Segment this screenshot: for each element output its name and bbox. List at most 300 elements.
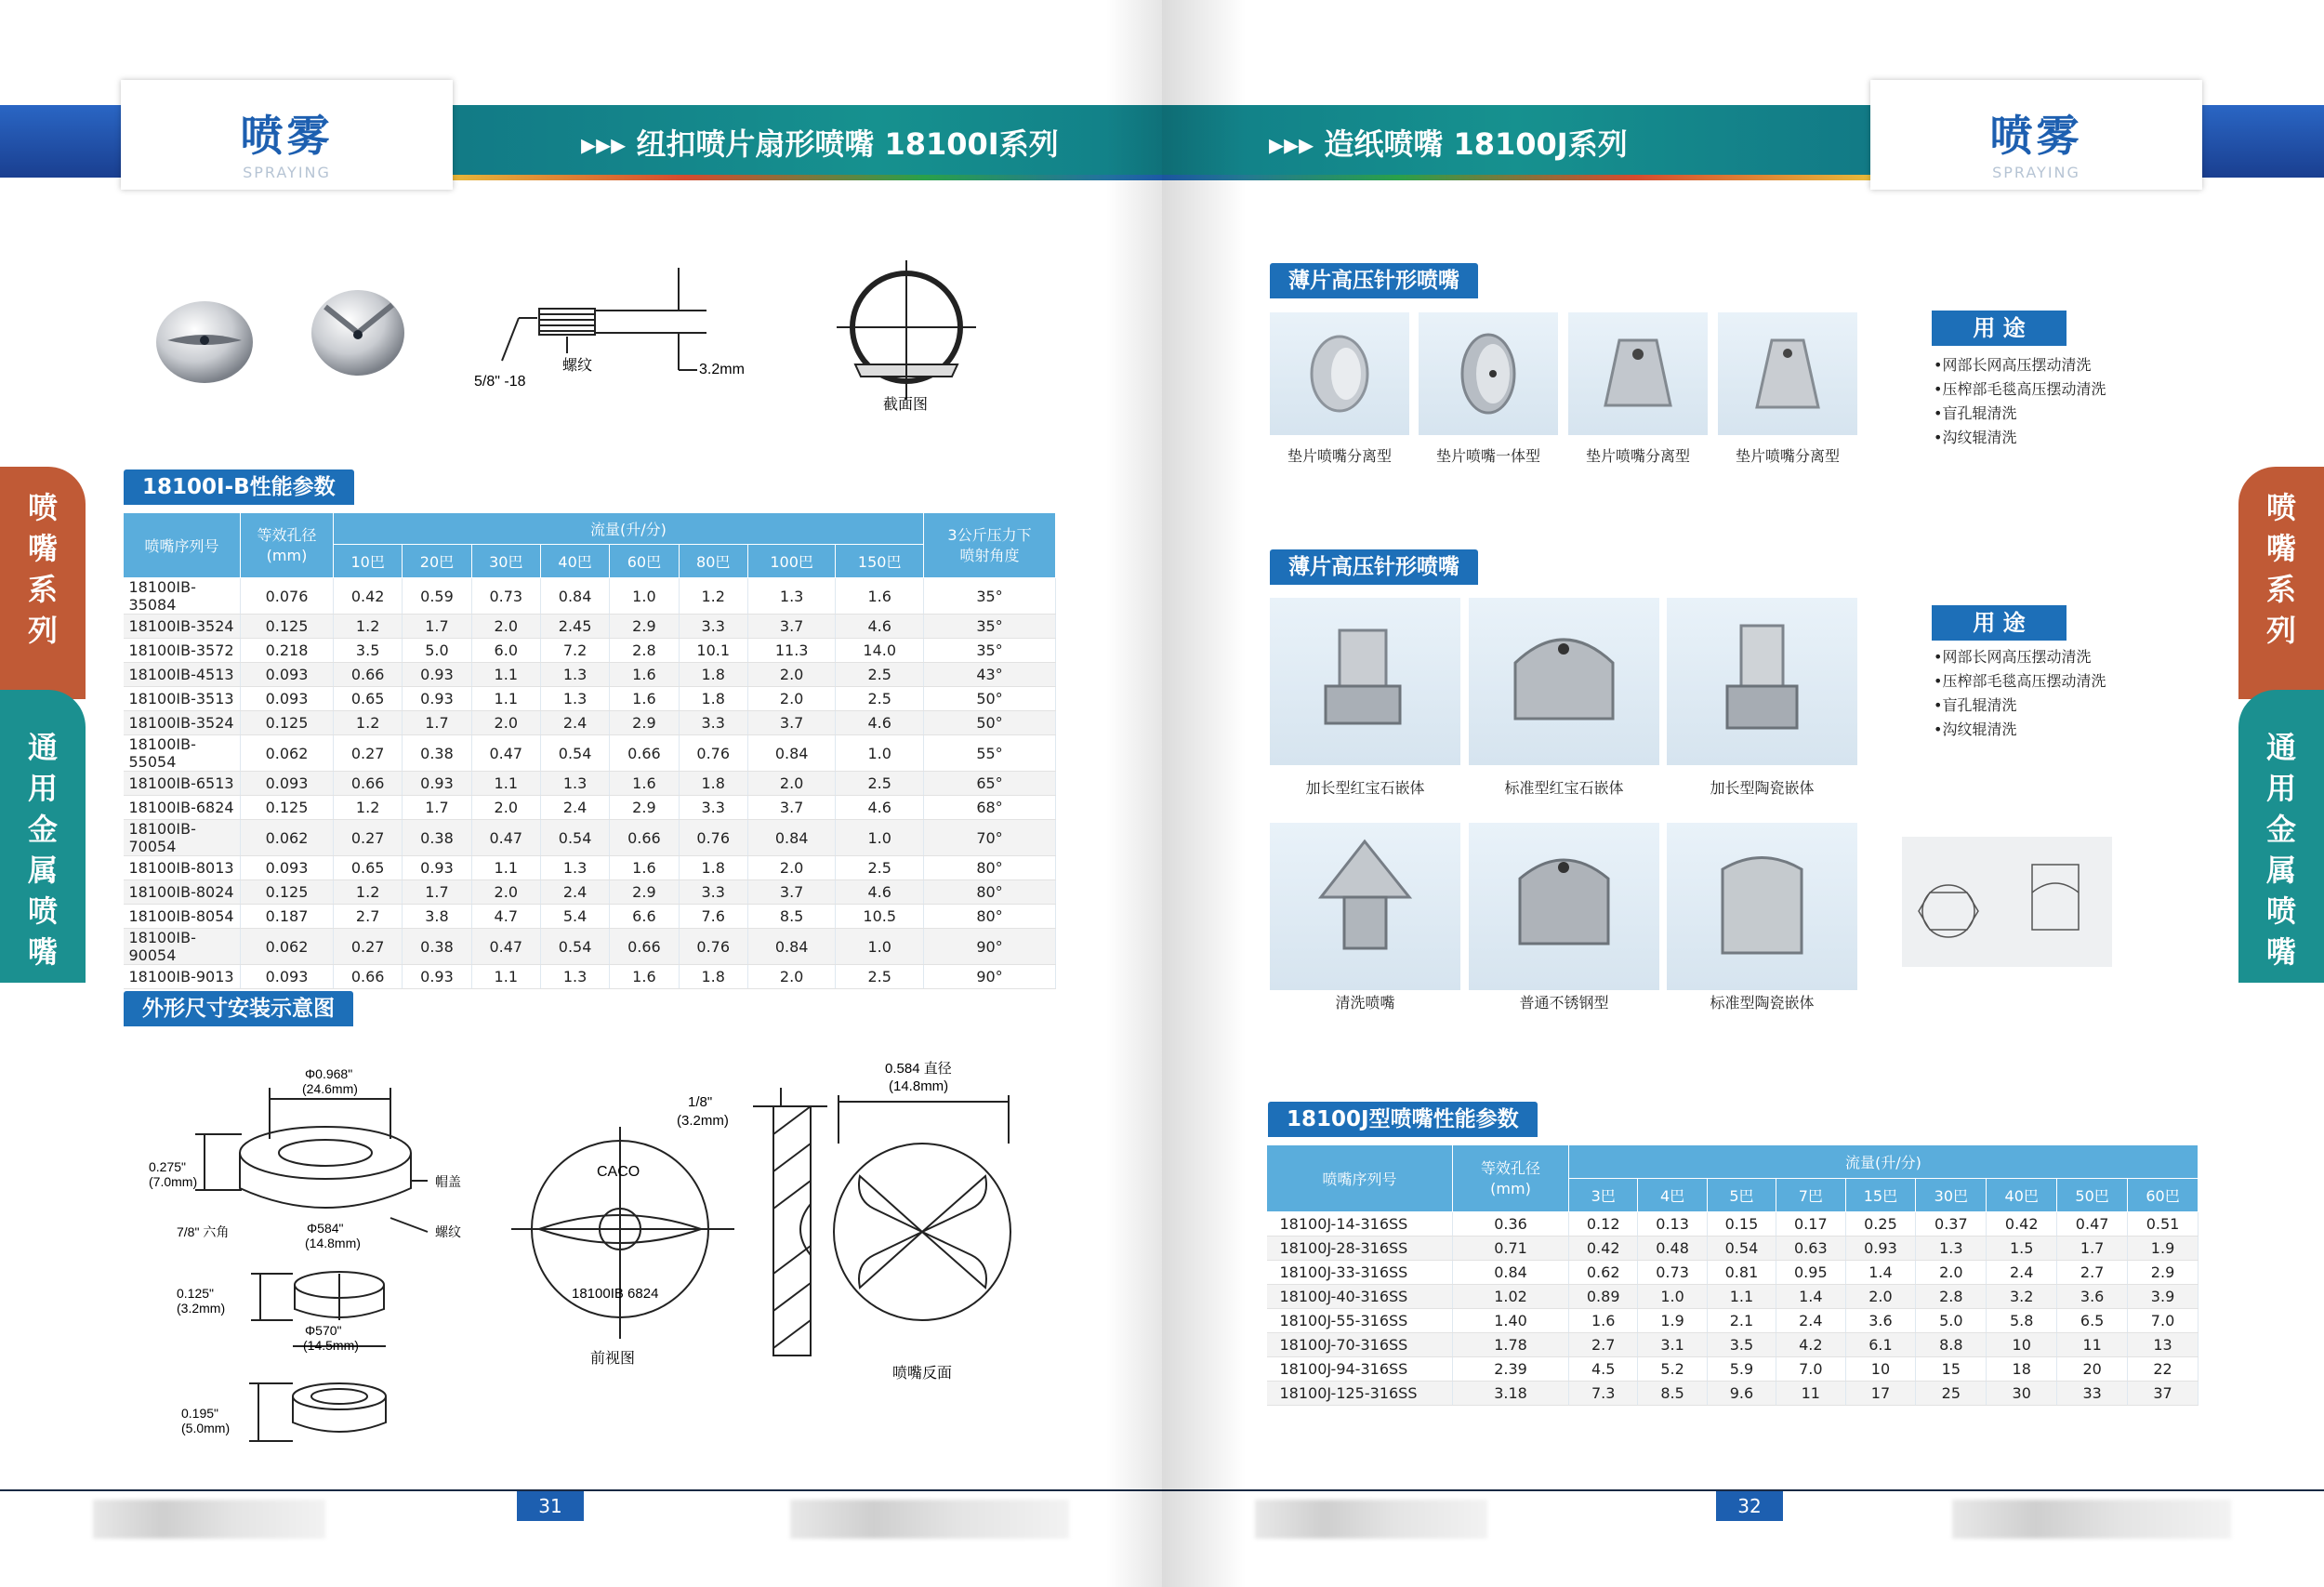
cell-flow: 0.27 — [334, 735, 403, 772]
cell-orifice: 0.125 — [241, 880, 334, 905]
pressure-col-header: 20巴 — [403, 545, 471, 578]
cell-flow: 0.47 — [471, 735, 540, 772]
table-row — [1267, 1261, 2199, 1285]
side-tab-series[interactable] — [2238, 467, 2324, 699]
cell-angle: 43° — [924, 663, 1056, 687]
section-label: 截面图 — [883, 397, 929, 413]
perf-table-18100ib — [123, 512, 1056, 989]
cell-flow: 1.0 — [610, 578, 679, 615]
section1-title: 薄片高压针形喷嘴 — [1270, 263, 1478, 298]
pressure-col-header: 100巴 — [747, 545, 836, 578]
cell-orifice: 0.062 — [241, 820, 334, 856]
cell-flow: 1.9 — [2128, 1237, 2199, 1261]
cell-orifice: 0.125 — [241, 796, 334, 820]
use-item: • 网部长网高压摆动清洗 — [1934, 645, 2106, 669]
use-item: • 盲孔辊清洗 — [1934, 694, 2106, 718]
cell-flow: 4.5 — [1569, 1357, 1638, 1382]
cell-flow: 2.7 — [334, 905, 403, 929]
dim-t: 1/8" — [688, 1094, 713, 1110]
cell-flow: 1.6 — [610, 663, 679, 687]
label-thread: 螺纹 — [435, 1224, 461, 1239]
cell-flow: 0.13 — [1638, 1212, 1707, 1237]
cell-nozzle-id: 18100J-14-316SS — [1267, 1212, 1453, 1237]
cell-flow: 3.7 — [747, 615, 836, 639]
thread-size-label: 5/8" -18 — [474, 374, 526, 390]
product-photo — [1270, 312, 1409, 435]
cell-flow: 0.65 — [334, 687, 403, 711]
cell-flow: 7.0 — [1776, 1357, 1845, 1382]
cell-flow: 10 — [1987, 1333, 2057, 1357]
header-title: ▸▸▸ 造纸喷嘴 18100J系列 — [1269, 126, 1628, 162]
cell-flow: 0.54 — [540, 735, 609, 772]
cell-angle: 35° — [924, 615, 1056, 639]
cell-flow: 0.66 — [610, 735, 679, 772]
cell-orifice: 0.093 — [241, 856, 334, 880]
cell-nozzle-id: 18100IB-4513 — [124, 663, 241, 687]
table-row — [124, 929, 1056, 965]
use-item: • 沟纹辊清洗 — [1934, 426, 2106, 450]
cell-flow: 2.9 — [610, 880, 679, 905]
product-photo — [1419, 312, 1558, 435]
pressure-col-header: 10巴 — [334, 545, 403, 578]
product-caption: 加长型陶瓷嵌体 — [1710, 779, 1815, 797]
cell-flow: 2.4 — [1776, 1309, 1845, 1333]
dim-d3mm: (14.5mm) — [303, 1338, 359, 1353]
cell-flow: 1.0 — [836, 820, 924, 856]
cell-flow: 1.3 — [540, 772, 609, 796]
cell-flow: 1.6 — [610, 687, 679, 711]
col-header-orifice: 等效孔径 (mm) — [1453, 1145, 1569, 1212]
pressure-col-header: 7巴 — [1776, 1179, 1845, 1212]
label-model: 18100IB 6824 — [572, 1286, 659, 1302]
cell-flow: 2.9 — [2128, 1261, 2199, 1285]
use-item: • 沟纹辊清洗 — [1934, 718, 2106, 742]
cell-flow: 2.9 — [610, 711, 679, 735]
cell-angle: 50° — [924, 687, 1056, 711]
cell-flow: 1.1 — [471, 856, 540, 880]
cell-flow: 1.0 — [836, 929, 924, 965]
label-cap: 帽盖 — [435, 1174, 461, 1189]
table-row — [124, 735, 1056, 772]
cell-flow: 0.93 — [403, 663, 471, 687]
dim-d1: Φ0.968" — [305, 1066, 353, 1081]
cell-flow: 1.6 — [1569, 1309, 1638, 1333]
pressure-col-header: 15巴 — [1845, 1179, 1916, 1212]
dim-d3: Φ570" — [305, 1323, 342, 1338]
cell-flow: 1.6 — [610, 772, 679, 796]
cell-flow: 11 — [2057, 1333, 2128, 1357]
cell-flow: 4.6 — [836, 796, 924, 820]
thickness-label: 3.2mm — [699, 362, 745, 377]
side-tab-char: 金 — [27, 812, 58, 847]
cell-flow: 1.2 — [334, 615, 403, 639]
cell-flow: 33 — [2057, 1382, 2128, 1406]
cell-orifice: 0.076 — [241, 578, 334, 615]
cell-nozzle-id: 18100IB-35084 — [124, 578, 241, 615]
use-list — [1934, 645, 2106, 742]
perf-table-18100j — [1266, 1144, 2199, 1406]
product-caption: 普通不锈钢型 — [1519, 994, 1609, 1012]
col-header-flow-group: 流量(升/分) — [334, 513, 924, 545]
cell-flow: 3.3 — [679, 711, 747, 735]
side-tab-metal-nozzle[interactable] — [2238, 690, 2324, 983]
cell-flow: 3.7 — [747, 880, 836, 905]
table-row — [1267, 1237, 2199, 1261]
product-photo — [1270, 598, 1460, 765]
table-row — [124, 856, 1056, 880]
cell-flow: 0.38 — [403, 735, 471, 772]
cell-flow: 0.93 — [403, 687, 471, 711]
cell-flow: 0.38 — [403, 820, 471, 856]
cell-flow: 0.89 — [1569, 1285, 1638, 1309]
cell-flow: 0.54 — [540, 820, 609, 856]
cell-flow: 5.2 — [1638, 1357, 1707, 1382]
cell-flow: 1.8 — [679, 663, 747, 687]
top-product-diagrams — [149, 260, 1004, 428]
cell-nozzle-id: 18100IB-3513 — [124, 687, 241, 711]
product-caption: 垫片喷嘴分离型 — [1735, 447, 1840, 465]
side-tab-metal-nozzle[interactable] — [0, 690, 86, 983]
side-tab-char: 用 — [2265, 771, 2296, 806]
cell-flow: 0.42 — [1569, 1237, 1638, 1261]
cell-flow: 2.45 — [540, 615, 609, 639]
cell-flow: 0.93 — [403, 772, 471, 796]
cell-orifice: 3.18 — [1453, 1382, 1569, 1406]
cell-flow: 0.76 — [679, 735, 747, 772]
cell-flow: 1.1 — [471, 965, 540, 989]
cell-flow: 0.84 — [747, 820, 836, 856]
cell-nozzle-id: 18100IB-70054 — [124, 820, 241, 856]
col-header-id: 喷嘴序列号 — [124, 513, 241, 578]
product-caption: 标准型红宝石嵌体 — [1504, 779, 1624, 797]
use-list — [1934, 353, 2106, 450]
header-title: ▸▸▸ 纽扣喷片扇形喷嘴 18100I系列 — [581, 126, 1059, 162]
cell-angle: 80° — [924, 880, 1056, 905]
cell-flow: 4.2 — [1776, 1333, 1845, 1357]
table-row — [124, 820, 1056, 856]
cell-orifice: 0.093 — [241, 772, 334, 796]
side-tab-char: 嘴 — [2265, 934, 2296, 970]
footer-blur — [790, 1500, 1069, 1539]
cell-flow: 0.84 — [747, 929, 836, 965]
product-caption: 垫片喷嘴一体型 — [1435, 447, 1540, 465]
cell-flow: 2.0 — [471, 880, 540, 905]
pressure-col-header: 50巴 — [2057, 1179, 2128, 1212]
cell-flow: 1.8 — [679, 687, 747, 711]
cell-flow: 1.4 — [1776, 1285, 1845, 1309]
cell-flow: 1.7 — [403, 615, 471, 639]
table-row — [124, 687, 1056, 711]
cell-angle: 35° — [924, 578, 1056, 615]
side-tab-char: 嘴 — [27, 531, 58, 566]
cell-nozzle-id: 18100IB-8054 — [124, 905, 241, 929]
col-header-flow-group: 流量(升/分) — [1569, 1145, 2199, 1179]
cell-angle: 90° — [924, 929, 1056, 965]
cell-orifice: 0.062 — [241, 735, 334, 772]
page-number: 32 — [1716, 1491, 1783, 1521]
section2-title: 薄片高压针形喷嘴 — [1270, 549, 1478, 585]
cell-flow: 0.12 — [1569, 1212, 1638, 1237]
cell-flow: 6.0 — [471, 639, 540, 663]
cell-flow: 10 — [1845, 1357, 1916, 1382]
header-stripe — [1162, 175, 1870, 180]
cell-flow: 2.5 — [836, 856, 924, 880]
table-row — [124, 772, 1056, 796]
header-band-blue — [2201, 105, 2324, 178]
table-row — [1267, 1212, 2199, 1237]
cell-flow: 2.7 — [2057, 1261, 2128, 1285]
cell-flow: 5.9 — [1707, 1357, 1776, 1382]
table-row — [124, 965, 1056, 989]
cell-flow: 1.2 — [334, 711, 403, 735]
side-tab-series[interactable] — [0, 467, 86, 699]
cell-nozzle-id: 18100IB-3524 — [124, 615, 241, 639]
cell-flow: 3.3 — [679, 796, 747, 820]
cell-flow: 1.1 — [471, 687, 540, 711]
label-hex: 7/8" 六角 — [177, 1224, 230, 1239]
product-caption: 垫片喷嘴分离型 — [1287, 447, 1392, 465]
cell-orifice: 0.093 — [241, 965, 334, 989]
cell-flow: 3.5 — [334, 639, 403, 663]
cell-flow: 3.3 — [679, 880, 747, 905]
cell-orifice: 0.36 — [1453, 1212, 1569, 1237]
dim-d2: Φ584" — [307, 1221, 344, 1236]
use-item: • 压榨部毛毯高压摆动清洗 — [1934, 377, 2106, 402]
side-tab-char: 通 — [2265, 730, 2296, 765]
cell-flow: 2.8 — [610, 639, 679, 663]
thread-side-diagram — [502, 268, 706, 370]
cell-nozzle-id: 18100J-94-316SS — [1267, 1357, 1453, 1382]
cell-flow: 8.5 — [1638, 1382, 1707, 1406]
cell-flow: 10.5 — [836, 905, 924, 929]
cell-flow: 2.0 — [747, 856, 836, 880]
cell-nozzle-id: 18100IB-8024 — [124, 880, 241, 905]
nozzle-drawing-thumbnail — [1902, 837, 2112, 967]
cell-flow: 0.95 — [1776, 1261, 1845, 1285]
page-number: 31 — [517, 1491, 584, 1521]
cell-flow: 10.1 — [679, 639, 747, 663]
label-caco: CACO — [597, 1164, 640, 1180]
cell-flow: 2.5 — [836, 772, 924, 796]
table-row — [124, 578, 1056, 615]
cell-flow: 3.9 — [2128, 1285, 2199, 1309]
cell-flow: 0.27 — [334, 820, 403, 856]
cell-angle: 55° — [924, 735, 1056, 772]
logo-cn: 喷雾 — [240, 111, 334, 161]
side-tab-char: 喷 — [27, 893, 58, 929]
cell-orifice: 1.78 — [1453, 1333, 1569, 1357]
cell-flow: 3.5 — [1707, 1333, 1776, 1357]
cell-nozzle-id: 18100J-33-316SS — [1267, 1261, 1453, 1285]
cell-flow: 2.9 — [610, 796, 679, 820]
use-title: 用 途 — [1932, 605, 2067, 641]
cell-orifice: 0.218 — [241, 639, 334, 663]
dim-tmm: (3.2mm) — [677, 1113, 729, 1129]
cell-orifice: 0.71 — [1453, 1237, 1569, 1261]
cell-flow: 3.2 — [1987, 1285, 2057, 1309]
cell-orifice: 0.125 — [241, 615, 334, 639]
product-photo — [1667, 598, 1857, 765]
dim-h2: 0.125" — [177, 1286, 215, 1301]
cell-flow: 25 — [1916, 1382, 1987, 1406]
cell-flow: 0.76 — [679, 929, 747, 965]
cell-flow: 2.8 — [1916, 1285, 1987, 1309]
cell-flow: 0.66 — [610, 929, 679, 965]
cell-flow: 6.5 — [2057, 1309, 2128, 1333]
logo-cn: 喷雾 — [1989, 111, 2083, 161]
side-tab-char: 列 — [2265, 613, 2296, 648]
col-header-angle: 3公斤压力下 喷射角度 — [924, 513, 1056, 578]
side-tab-char: 用 — [27, 771, 58, 806]
product-photo — [1270, 823, 1460, 990]
dim-d2mm: (14.8mm) — [305, 1236, 361, 1250]
cell-angle: 80° — [924, 856, 1056, 880]
cell-flow: 8.8 — [1916, 1333, 1987, 1357]
cell-nozzle-id: 18100J-70-316SS — [1267, 1333, 1453, 1357]
cell-flow: 9.6 — [1707, 1382, 1776, 1406]
cell-nozzle-id: 18100J-125-316SS — [1267, 1382, 1453, 1406]
footer-blur — [93, 1500, 325, 1539]
table-row — [124, 711, 1056, 735]
label-front-view: 前视图 — [590, 1351, 636, 1367]
cell-orifice: 0.84 — [1453, 1261, 1569, 1285]
cell-flow: 5.8 — [1987, 1309, 2057, 1333]
side-tab-char: 属 — [27, 853, 58, 888]
side-tab-char: 喷 — [2265, 490, 2296, 525]
pressure-col-header: 3巴 — [1569, 1179, 1638, 1212]
cell-flow: 15 — [1916, 1357, 1987, 1382]
cell-flow: 2.0 — [471, 796, 540, 820]
cell-flow: 0.59 — [403, 578, 471, 615]
cell-flow: 0.51 — [2128, 1212, 2199, 1237]
dim-h3mm: (5.0mm) — [181, 1421, 231, 1435]
side-tab-char: 系 — [2265, 572, 2296, 607]
cell-flow: 4.6 — [836, 711, 924, 735]
use-title: 用 途 — [1932, 311, 2067, 346]
cell-flow: 1.7 — [403, 796, 471, 820]
footer-blur — [1952, 1500, 2231, 1539]
cell-flow: 0.66 — [334, 663, 403, 687]
cell-flow: 0.63 — [1776, 1237, 1845, 1261]
cell-flow: 0.76 — [679, 820, 747, 856]
table-row — [124, 639, 1056, 663]
cell-nozzle-id: 18100IB-3524 — [124, 711, 241, 735]
cell-flow: 2.4 — [540, 711, 609, 735]
cell-flow: 1.2 — [334, 880, 403, 905]
cell-orifice: 1.02 — [1453, 1285, 1569, 1309]
table-row — [124, 615, 1056, 639]
cell-flow: 2.0 — [471, 711, 540, 735]
table-title-18100ib: 18100I-B性能参数 — [124, 469, 354, 505]
cell-flow: 5.0 — [403, 639, 471, 663]
page-gutter — [1106, 0, 1162, 1587]
dim-h2mm: (3.2mm) — [177, 1301, 226, 1316]
cell-flow: 1.3 — [540, 965, 609, 989]
pressure-col-header: 40巴 — [1987, 1179, 2057, 1212]
cell-flow: 2.0 — [471, 615, 540, 639]
cell-flow: 17 — [1845, 1382, 1916, 1406]
cell-flow: 2.0 — [747, 772, 836, 796]
cell-flow: 7.0 — [2128, 1309, 2199, 1333]
cell-flow: 0.37 — [1916, 1212, 1987, 1237]
cell-orifice: 2.39 — [1453, 1357, 1569, 1382]
cell-flow: 3.3 — [679, 615, 747, 639]
use-item: • 压榨部毛毯高压摆动清洗 — [1934, 669, 2106, 694]
page-gutter — [1162, 0, 1246, 1587]
cell-flow: 1.8 — [679, 772, 747, 796]
cell-flow: 2.5 — [836, 663, 924, 687]
pressure-col-header: 30巴 — [1916, 1179, 1987, 1212]
pressure-col-header: 4巴 — [1638, 1179, 1707, 1212]
table-row — [124, 905, 1056, 929]
cell-flow: 1.7 — [2057, 1237, 2128, 1261]
product-photo — [1568, 312, 1708, 435]
right-page — [1162, 0, 2324, 1587]
cell-flow: 1.6 — [610, 965, 679, 989]
cell-flow: 1.1 — [471, 772, 540, 796]
cell-angle: 90° — [924, 965, 1056, 989]
use-item: • 盲孔辊清洗 — [1934, 402, 2106, 426]
cell-nozzle-id: 18100J-40-316SS — [1267, 1285, 1453, 1309]
cell-flow: 8.5 — [747, 905, 836, 929]
use-item: • 网部长网高压摆动清洗 — [1934, 353, 2106, 377]
table-row — [124, 663, 1056, 687]
product-photo — [1718, 312, 1857, 435]
col-header-id: 喷嘴序列号 — [1267, 1145, 1453, 1212]
dim-h3: 0.195" — [181, 1406, 219, 1421]
product-photo — [1469, 598, 1659, 765]
cell-angle: 35° — [924, 639, 1056, 663]
cell-flow: 2.4 — [1987, 1261, 2057, 1285]
cell-flow: 4.6 — [836, 615, 924, 639]
cell-flow: 0.65 — [334, 856, 403, 880]
cell-angle: 80° — [924, 905, 1056, 929]
cell-nozzle-id: 18100J-55-316SS — [1267, 1309, 1453, 1333]
cell-flow: 0.81 — [1707, 1261, 1776, 1285]
cell-flow: 20 — [2057, 1357, 2128, 1382]
cell-flow: 18 — [1987, 1357, 2057, 1382]
product-caption: 加长型红宝石嵌体 — [1305, 779, 1425, 797]
cell-flow: 11 — [1776, 1382, 1845, 1406]
cell-flow: 3.6 — [1845, 1309, 1916, 1333]
cell-flow: 3.6 — [2057, 1285, 2128, 1309]
cell-flow: 1.7 — [403, 711, 471, 735]
cell-orifice: 0.093 — [241, 687, 334, 711]
logo-en: SPRAYING — [243, 164, 331, 181]
dim-dia: 0.584 直径 — [885, 1061, 952, 1077]
side-tab-char: 嘴 — [27, 934, 58, 970]
cell-flow: 5.0 — [1916, 1309, 1987, 1333]
cell-flow: 1.0 — [1638, 1285, 1707, 1309]
table-row — [124, 880, 1056, 905]
cell-flow: 30 — [1987, 1382, 2057, 1406]
side-tab-char: 嘴 — [2265, 531, 2296, 566]
cell-flow: 0.47 — [2057, 1212, 2128, 1237]
cell-orifice: 0.125 — [241, 711, 334, 735]
cell-flow: 1.3 — [540, 856, 609, 880]
cell-flow: 0.47 — [471, 820, 540, 856]
cell-flow: 0.42 — [334, 578, 403, 615]
cell-flow: 0.93 — [403, 965, 471, 989]
header-band-blue — [0, 105, 125, 178]
side-tab-char: 通 — [27, 730, 58, 765]
table-row — [1267, 1357, 2199, 1382]
product-photo — [1667, 823, 1857, 990]
cell-flow: 0.66 — [610, 820, 679, 856]
dim-h1mm: (7.0mm) — [149, 1174, 198, 1189]
cell-flow: 0.42 — [1987, 1212, 2057, 1237]
cell-flow: 0.54 — [1707, 1237, 1776, 1261]
